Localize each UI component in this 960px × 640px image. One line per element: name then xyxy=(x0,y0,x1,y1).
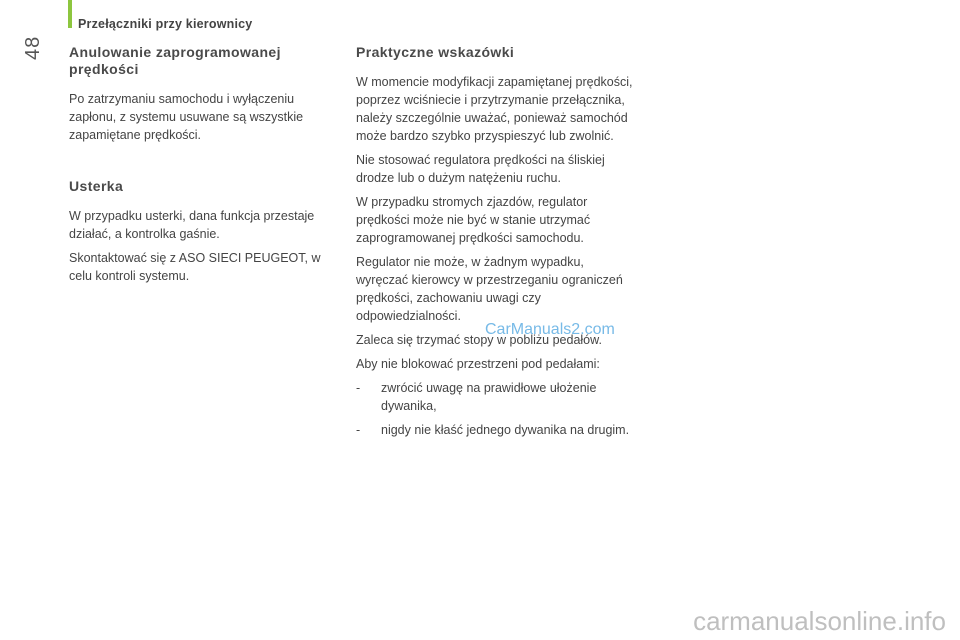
list-dash: - xyxy=(356,381,361,395)
fault-heading: Usterka xyxy=(69,178,124,194)
section-title: Przełączniki przy kierownicy xyxy=(78,17,253,31)
cancel-paragraph: Po zatrzymaniu samochodu i wyłączeniu zapłonu, z systemu usuwane są wszystkie zapamiętane prędkości. xyxy=(69,92,304,142)
list-item xyxy=(356,421,636,439)
section-accent-bar xyxy=(68,0,72,28)
fault-paragraph-1: W przypadku usterki, dana funkcja przestaje działać, a kontrolka gaśnie. xyxy=(69,209,315,241)
fault-paragraph-2: Skontaktować się z ASO SIECI PEUGEOT, w celu kontroli systemu. xyxy=(69,251,321,283)
left-column xyxy=(69,44,329,291)
list-item-text: nigdy nie kłaść jednego dywanika na drugim. xyxy=(381,423,630,437)
tips-paragraph-4: Regulator nie może, w żadnym wypadku, wyręczać kierowcy w przestrzeganiu ograniczeń prędkości, zachowaniu uwagi czy odpowiedzialności. xyxy=(356,255,623,323)
right-column xyxy=(356,44,636,445)
watermark-carmanualsonline: carmanualsonline.info xyxy=(693,606,946,636)
tips-paragraph-1: W momencie modyfikacji zapamiętanej prędkości, poprzez wciśniecie i przytrzymanie przełącznika, należy szczególnie uważać, ponieważ samochód może bardzo szybko przyspieszyć lub zwolnić. xyxy=(356,75,633,143)
tips-paragraph-2: Nie stosować regulatora prędkości na śliskiej drodze lub o dużym natężeniu ruchu. xyxy=(356,153,605,185)
list-item xyxy=(356,379,636,415)
list-item-text: zwrócić uwagę na prawidłowe ułożenie dywanika, xyxy=(381,381,597,413)
spacer xyxy=(69,150,329,178)
tips-heading: Praktyczne wskazówki xyxy=(356,44,515,60)
watermark-carmanuals2: CarManuals2.com xyxy=(485,321,615,338)
floor-mat-list xyxy=(356,379,636,439)
list-dash: - xyxy=(356,423,361,437)
cancel-heading: Anulowanie zaprogramowanej prędkości xyxy=(69,44,281,77)
tips-paragraph-3: W przypadku stromych zjazdów, regulator prędkości może nie być w stanie utrzymać zaprogramowanej prędkości samochodu. xyxy=(356,195,591,245)
tips-paragraph-6: Aby nie blokować przestrzeni pod pedałami: xyxy=(356,357,600,371)
tips-paragraph-5: Zaleca się trzymać stopy w pobliżu pedałów. xyxy=(356,333,602,347)
page-number: 48 xyxy=(22,35,44,60)
